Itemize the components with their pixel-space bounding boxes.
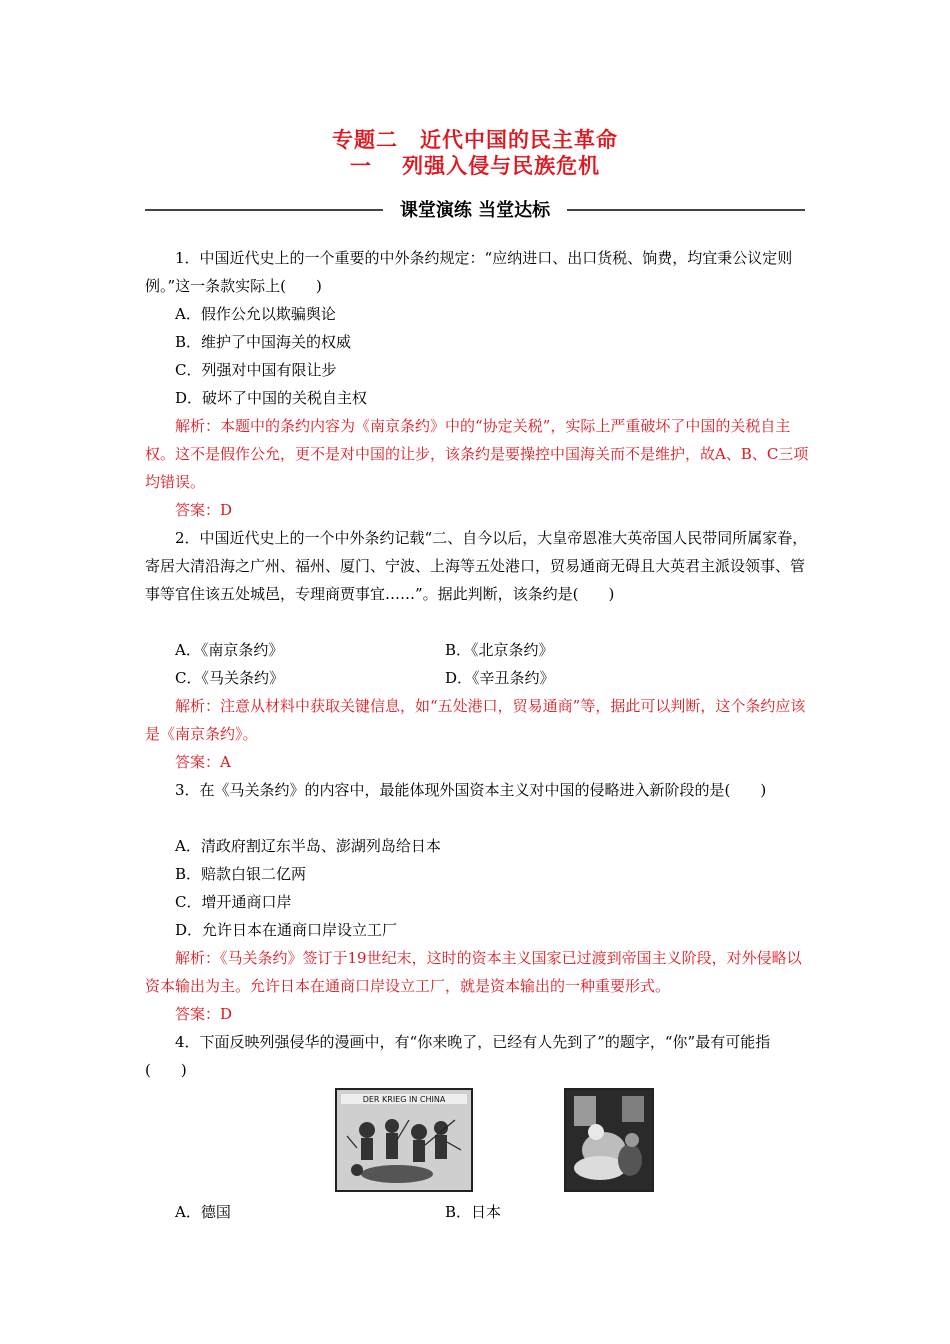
question-3-option-d: D．允许日本在通商口岸设立工厂: [175, 921, 398, 939]
answer-value: D: [220, 501, 233, 519]
analysis-label: 解析：: [175, 697, 221, 715]
question-1-analysis: [145, 412, 810, 496]
answer-label: 答案：: [175, 1005, 221, 1023]
question-3-analysis: [145, 944, 810, 1000]
banner-rule-right: [567, 209, 805, 211]
cartoon-caption: DER KRIEG IN CHINA: [362, 1095, 446, 1104]
analysis-text: 注意从材料中获取关键信息，如“五处港口，贸易通商”等，据此可以判断，这个条约应该是《南京条约》。: [145, 697, 806, 743]
question-3-option-c: C．增开通商口岸: [175, 893, 292, 911]
cartoon-image-right: [564, 1088, 654, 1192]
question-1-answer: [175, 496, 232, 524]
question-2-answer: [175, 748, 231, 776]
question-3-option-b: B．赔款白银二亿两: [175, 865, 307, 883]
question-2-option-b: B．《北京条约》: [445, 641, 554, 659]
question-4-option-b: B．日本: [445, 1203, 502, 1221]
question-1-option-b: B．维护了中国海关的权威: [175, 333, 352, 351]
banner-text: 课堂演练 当堂达标: [399, 200, 551, 221]
question-1-stem: 1．中国近代史上的一个重要的中外条约规定：“应纳进口、出口货税、饷费，均宜秉公议定则例。”这一条款实际上( ): [145, 249, 793, 295]
question-2-option-c: C．《马关条约》: [175, 669, 284, 687]
question-1-option-c: C．列强对中国有限让步: [175, 361, 337, 379]
section-banner: [145, 196, 805, 224]
answer-value: D: [220, 1005, 233, 1023]
question-4-option-a: A．德国: [175, 1203, 231, 1221]
cartoon-illustration-right: [566, 1090, 652, 1190]
question-2-stem: 2．中国近代史上的一个中外条约记载“二、自今以后，大皇帝恩准大英帝国人民带同所属家眷，寄居大清沿海之广州、福州、厦门、宁波、上海等五处港口，贸易通商无碍且大英君主派设领事、管事等官住该五处城邑，专理商贾事宜……”。据此判断，该条约是( ): [145, 529, 808, 603]
analysis-text: 《马关条约》签订于19世纪末，这时的资本主义国家已过渡到帝国主义阶段，对外侵略以资本输出为主。允许日本在通商口岸设立工厂，就是资本输出的一种重要形式。: [145, 949, 802, 995]
question-2-option-a: A．《南京条约》: [175, 641, 284, 659]
question-3-option-a: A．清政府割辽东半岛、澎湖列岛给日本: [175, 837, 441, 855]
cartoon-illustration-left: [337, 1090, 471, 1190]
question-2-analysis: [145, 692, 810, 748]
analysis-text: 本题中的条约内容为《南京条约》中的“协定关税”，实际上严重破坏了中国的关税自主权。这不是假作公允，更不是对中国的让步，该条约是要操控中国海关而不是维护，故A、B、C三项均错误。: [145, 417, 809, 491]
answer-value: A: [220, 753, 231, 771]
question-4-stem: 4．下面反映列强侵华的漫画中，有“你来晚了，已经有人先到了”的题字，“你”最有可能指( ): [145, 1033, 771, 1079]
question-3-stem: 3．在《马关条约》的内容中，最能体现外国资本主义对中国的侵略进入新阶段的是( ): [175, 781, 767, 799]
analysis-label: 解析：: [175, 949, 221, 967]
section-title: 一 列强入侵与民族危机: [349, 154, 601, 178]
banner-rule-left: [145, 209, 383, 211]
answer-label: 答案：: [175, 753, 221, 771]
analysis-label: 解析：: [175, 417, 221, 435]
question-1-option-d: D．破坏了中国的关税自主权: [175, 389, 368, 407]
answer-label: 答案：: [175, 501, 221, 519]
cartoon-image-left: [335, 1088, 473, 1192]
question-1-option-a: A．假作公允以欺骗舆论: [175, 305, 336, 323]
question-3-answer: [175, 1000, 232, 1028]
chapter-title: 专题二 近代中国的民主革命: [332, 128, 618, 152]
question-2-option-d: D．《辛丑条约》: [445, 669, 555, 687]
